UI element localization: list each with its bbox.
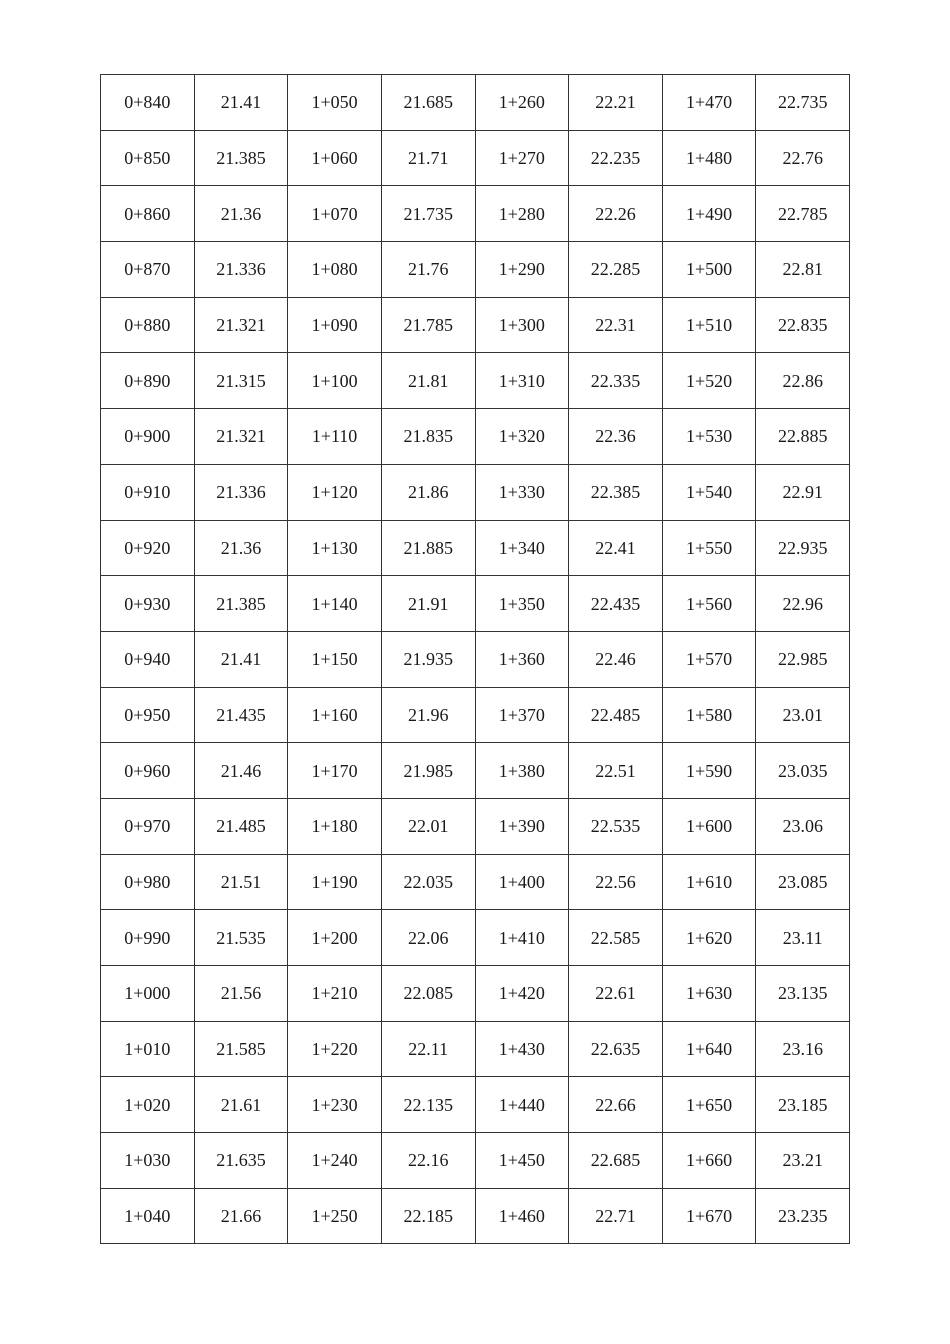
elevation-cell: 21.61 xyxy=(194,1077,288,1133)
chainage-cell: 1+350 xyxy=(475,576,569,632)
chainage-cell: 1+600 xyxy=(662,798,756,854)
elevation-cell: 22.56 xyxy=(569,854,663,910)
table-row xyxy=(101,910,850,966)
chainage-cell: 1+480 xyxy=(662,130,756,186)
table-row xyxy=(101,966,850,1022)
elevation-cell: 21.315 xyxy=(194,353,288,409)
table-row xyxy=(101,242,850,298)
elevation-cell: 22.885 xyxy=(756,409,850,465)
elevation-cell: 23.06 xyxy=(756,798,850,854)
elevation-cell: 21.336 xyxy=(194,242,288,298)
elevation-cell: 21.385 xyxy=(194,576,288,632)
chainage-cell: 1+580 xyxy=(662,687,756,743)
chainage-cell: 1+560 xyxy=(662,576,756,632)
elevation-cell: 22.135 xyxy=(381,1077,475,1133)
table-row xyxy=(101,464,850,520)
elevation-cell: 22.46 xyxy=(569,631,663,687)
elevation-cell: 21.985 xyxy=(381,743,475,799)
elevation-cell: 22.385 xyxy=(569,464,663,520)
elevation-cell: 22.285 xyxy=(569,242,663,298)
elevation-cell: 22.485 xyxy=(569,687,663,743)
chainage-cell: 1+330 xyxy=(475,464,569,520)
elevation-cell: 22.985 xyxy=(756,631,850,687)
elevation-cell: 21.535 xyxy=(194,910,288,966)
table-row xyxy=(101,798,850,854)
chainage-cell: 1+140 xyxy=(288,576,382,632)
table-row xyxy=(101,130,850,186)
chainage-cell: 1+360 xyxy=(475,631,569,687)
chainage-cell: 1+620 xyxy=(662,910,756,966)
chainage-cell: 1+380 xyxy=(475,743,569,799)
table-row xyxy=(101,75,850,131)
table-row xyxy=(101,186,850,242)
chainage-cell: 0+900 xyxy=(101,409,195,465)
elevation-cell: 22.51 xyxy=(569,743,663,799)
chainage-cell: 1+570 xyxy=(662,631,756,687)
elevation-cell: 21.81 xyxy=(381,353,475,409)
chainage-cell: 0+890 xyxy=(101,353,195,409)
elevation-cell: 23.01 xyxy=(756,687,850,743)
elevation-cell: 22.11 xyxy=(381,1021,475,1077)
chainage-cell: 0+960 xyxy=(101,743,195,799)
elevation-cell: 22.335 xyxy=(569,353,663,409)
elevation-cell: 22.96 xyxy=(756,576,850,632)
chainage-cell: 1+510 xyxy=(662,297,756,353)
elevation-cell: 21.935 xyxy=(381,631,475,687)
chainage-cell: 1+040 xyxy=(101,1188,195,1244)
elevation-cell: 22.91 xyxy=(756,464,850,520)
elevation-cell: 21.435 xyxy=(194,687,288,743)
chainage-cell: 0+950 xyxy=(101,687,195,743)
chainage-cell: 1+100 xyxy=(288,353,382,409)
chainage-cell: 1+020 xyxy=(101,1077,195,1133)
elevation-cell: 21.91 xyxy=(381,576,475,632)
elevation-cell: 21.51 xyxy=(194,854,288,910)
elevation-cell: 22.735 xyxy=(756,75,850,131)
elevation-cell: 21.321 xyxy=(194,409,288,465)
chainage-cell: 1+590 xyxy=(662,743,756,799)
table-row xyxy=(101,297,850,353)
chainage-cell: 1+650 xyxy=(662,1077,756,1133)
table-row xyxy=(101,631,850,687)
chainage-cell: 1+000 xyxy=(101,966,195,1022)
elevation-cell: 22.81 xyxy=(756,242,850,298)
elevation-cell: 22.835 xyxy=(756,297,850,353)
elevation-cell: 21.635 xyxy=(194,1133,288,1189)
elevation-cell: 22.71 xyxy=(569,1188,663,1244)
chainage-cell: 1+120 xyxy=(288,464,382,520)
elevation-cell: 21.485 xyxy=(194,798,288,854)
chainage-cell: 1+200 xyxy=(288,910,382,966)
elevation-cell: 23.21 xyxy=(756,1133,850,1189)
table-row xyxy=(101,353,850,409)
elevation-cell: 23.085 xyxy=(756,854,850,910)
chainage-cell: 0+990 xyxy=(101,910,195,966)
elevation-cell: 21.76 xyxy=(381,242,475,298)
elevation-cell: 22.21 xyxy=(569,75,663,131)
elevation-cell: 22.085 xyxy=(381,966,475,1022)
elevation-cell: 21.56 xyxy=(194,966,288,1022)
chainage-cell: 1+340 xyxy=(475,520,569,576)
table-row xyxy=(101,854,850,910)
chainage-cell: 1+420 xyxy=(475,966,569,1022)
chainage-cell: 1+520 xyxy=(662,353,756,409)
elevation-cell: 21.385 xyxy=(194,130,288,186)
elevation-cell: 21.835 xyxy=(381,409,475,465)
chainage-cell: 1+460 xyxy=(475,1188,569,1244)
chainage-elevation-table xyxy=(100,74,850,1244)
chainage-cell: 1+450 xyxy=(475,1133,569,1189)
chainage-cell: 1+160 xyxy=(288,687,382,743)
chainage-cell: 1+220 xyxy=(288,1021,382,1077)
table-row xyxy=(101,409,850,465)
chainage-cell: 1+270 xyxy=(475,130,569,186)
chainage-cell: 1+640 xyxy=(662,1021,756,1077)
elevation-cell: 23.035 xyxy=(756,743,850,799)
elevation-cell: 21.885 xyxy=(381,520,475,576)
chainage-cell: 1+440 xyxy=(475,1077,569,1133)
elevation-cell: 21.735 xyxy=(381,186,475,242)
table-body xyxy=(101,75,850,1244)
elevation-cell: 21.785 xyxy=(381,297,475,353)
elevation-cell: 22.035 xyxy=(381,854,475,910)
chainage-cell: 1+610 xyxy=(662,854,756,910)
chainage-cell: 1+080 xyxy=(288,242,382,298)
elevation-cell: 23.235 xyxy=(756,1188,850,1244)
chainage-cell: 0+880 xyxy=(101,297,195,353)
chainage-cell: 1+210 xyxy=(288,966,382,1022)
elevation-cell: 22.635 xyxy=(569,1021,663,1077)
elevation-cell: 21.46 xyxy=(194,743,288,799)
elevation-cell: 21.36 xyxy=(194,520,288,576)
elevation-cell: 21.585 xyxy=(194,1021,288,1077)
elevation-cell: 22.06 xyxy=(381,910,475,966)
elevation-cell: 22.26 xyxy=(569,186,663,242)
elevation-cell: 21.336 xyxy=(194,464,288,520)
chainage-cell: 1+630 xyxy=(662,966,756,1022)
elevation-cell: 22.585 xyxy=(569,910,663,966)
chainage-cell: 0+980 xyxy=(101,854,195,910)
chainage-cell: 1+280 xyxy=(475,186,569,242)
elevation-cell: 23.16 xyxy=(756,1021,850,1077)
chainage-cell: 1+550 xyxy=(662,520,756,576)
elevation-cell: 22.61 xyxy=(569,966,663,1022)
chainage-cell: 1+490 xyxy=(662,186,756,242)
chainage-cell: 1+410 xyxy=(475,910,569,966)
elevation-cell: 22.31 xyxy=(569,297,663,353)
elevation-cell: 22.935 xyxy=(756,520,850,576)
elevation-cell: 22.435 xyxy=(569,576,663,632)
elevation-cell: 22.16 xyxy=(381,1133,475,1189)
chainage-cell: 1+290 xyxy=(475,242,569,298)
chainage-cell: 1+030 xyxy=(101,1133,195,1189)
chainage-cell: 0+940 xyxy=(101,631,195,687)
chainage-cell: 1+050 xyxy=(288,75,382,131)
chainage-cell: 1+310 xyxy=(475,353,569,409)
chainage-cell: 0+970 xyxy=(101,798,195,854)
chainage-cell: 1+070 xyxy=(288,186,382,242)
chainage-cell: 0+870 xyxy=(101,242,195,298)
elevation-cell: 22.235 xyxy=(569,130,663,186)
chainage-cell: 0+860 xyxy=(101,186,195,242)
chainage-cell: 1+110 xyxy=(288,409,382,465)
table-row xyxy=(101,1021,850,1077)
chainage-cell: 1+660 xyxy=(662,1133,756,1189)
chainage-cell: 1+430 xyxy=(475,1021,569,1077)
table-row xyxy=(101,687,850,743)
chainage-cell: 1+390 xyxy=(475,798,569,854)
elevation-cell: 21.685 xyxy=(381,75,475,131)
chainage-cell: 1+670 xyxy=(662,1188,756,1244)
chainage-cell: 1+240 xyxy=(288,1133,382,1189)
chainage-cell: 1+300 xyxy=(475,297,569,353)
chainage-cell: 0+930 xyxy=(101,576,195,632)
elevation-cell: 22.535 xyxy=(569,798,663,854)
elevation-cell: 23.11 xyxy=(756,910,850,966)
table-row xyxy=(101,576,850,632)
chainage-cell: 1+250 xyxy=(288,1188,382,1244)
elevation-cell: 21.66 xyxy=(194,1188,288,1244)
chainage-cell: 1+260 xyxy=(475,75,569,131)
chainage-cell: 1+010 xyxy=(101,1021,195,1077)
chainage-cell: 0+920 xyxy=(101,520,195,576)
elevation-cell: 22.66 xyxy=(569,1077,663,1133)
elevation-cell: 22.785 xyxy=(756,186,850,242)
chainage-cell: 1+370 xyxy=(475,687,569,743)
table-row xyxy=(101,1188,850,1244)
elevation-cell: 23.185 xyxy=(756,1077,850,1133)
chainage-cell: 1+500 xyxy=(662,242,756,298)
chainage-cell: 1+180 xyxy=(288,798,382,854)
table-row xyxy=(101,1133,850,1189)
elevation-cell: 21.86 xyxy=(381,464,475,520)
elevation-cell: 21.36 xyxy=(194,186,288,242)
chainage-cell: 1+130 xyxy=(288,520,382,576)
chainage-cell: 1+190 xyxy=(288,854,382,910)
chainage-cell: 1+150 xyxy=(288,631,382,687)
table-row xyxy=(101,520,850,576)
elevation-cell: 22.76 xyxy=(756,130,850,186)
elevation-cell: 22.01 xyxy=(381,798,475,854)
elevation-cell: 21.96 xyxy=(381,687,475,743)
elevation-cell: 22.86 xyxy=(756,353,850,409)
elevation-cell: 23.135 xyxy=(756,966,850,1022)
chainage-cell: 1+230 xyxy=(288,1077,382,1133)
elevation-cell: 21.41 xyxy=(194,75,288,131)
elevation-cell: 22.41 xyxy=(569,520,663,576)
table-row xyxy=(101,743,850,799)
chainage-cell: 0+840 xyxy=(101,75,195,131)
chainage-cell: 1+400 xyxy=(475,854,569,910)
elevation-cell: 22.685 xyxy=(569,1133,663,1189)
elevation-cell: 21.71 xyxy=(381,130,475,186)
chainage-cell: 1+170 xyxy=(288,743,382,799)
chainage-cell: 1+470 xyxy=(662,75,756,131)
chainage-cell: 1+320 xyxy=(475,409,569,465)
chainage-cell: 1+540 xyxy=(662,464,756,520)
chainage-cell: 1+060 xyxy=(288,130,382,186)
chainage-cell: 1+090 xyxy=(288,297,382,353)
table-row xyxy=(101,1077,850,1133)
chainage-cell: 0+910 xyxy=(101,464,195,520)
chainage-cell: 1+530 xyxy=(662,409,756,465)
elevation-cell: 22.36 xyxy=(569,409,663,465)
elevation-cell: 22.185 xyxy=(381,1188,475,1244)
chainage-cell: 0+850 xyxy=(101,130,195,186)
elevation-cell: 21.321 xyxy=(194,297,288,353)
elevation-cell: 21.41 xyxy=(194,631,288,687)
